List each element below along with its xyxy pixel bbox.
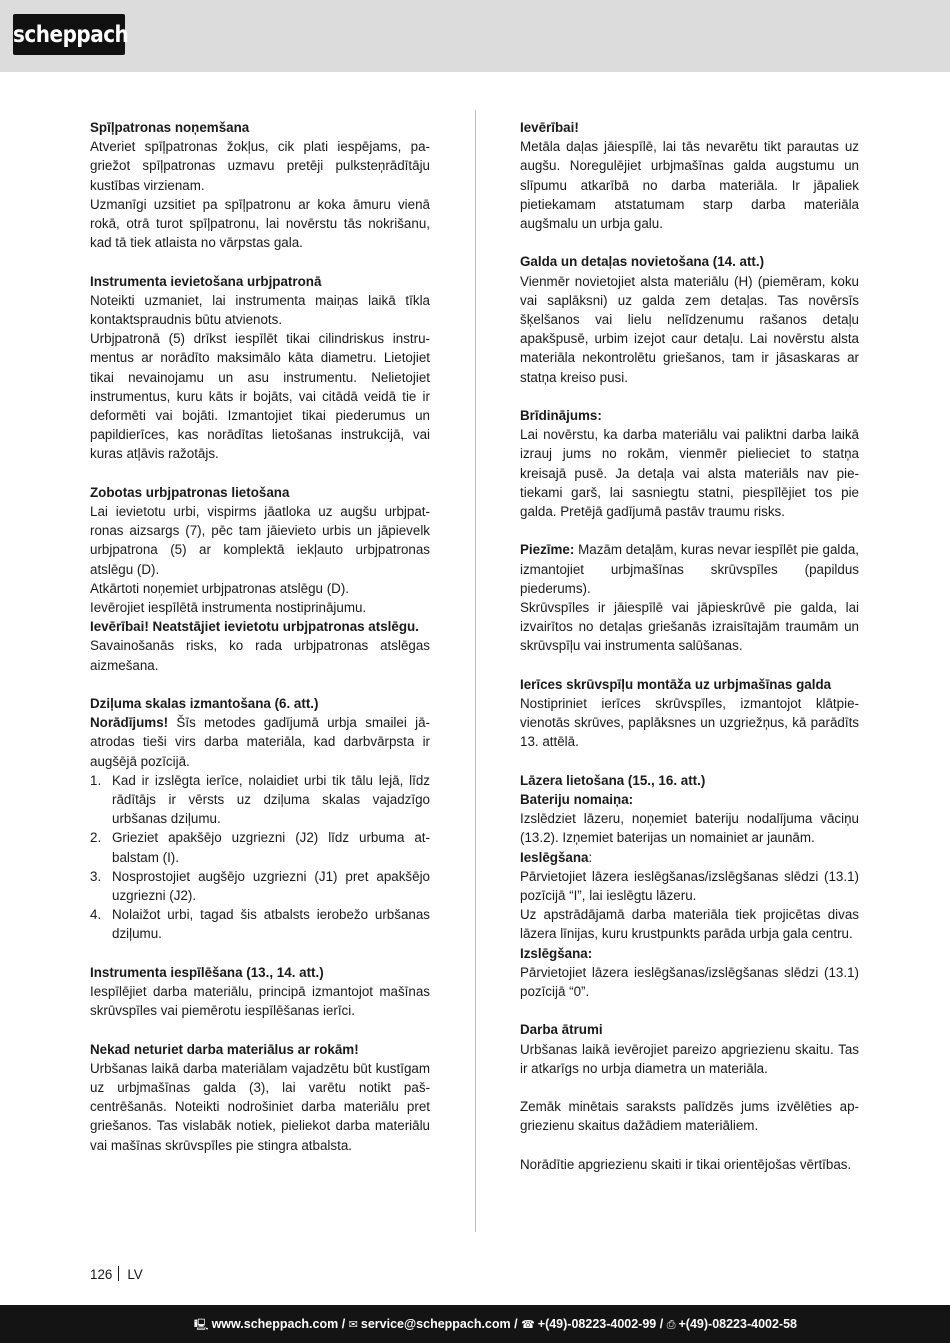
section-speeds [520, 1020, 859, 1078]
note-text: Šīs metodes gadījumā urbja smailei jāatrodas tieši virs darba materiāla, kad darbvārpsta ir augšējā pozīcijā. [90, 715, 430, 769]
mail-icon: ✉ [348, 1319, 358, 1331]
section-note [520, 540, 859, 655]
paragraph: Nostipriniet ierīces skrūvspīles, izmantojot klātpievienotās skrūves, paplāksnes un uzgriežņus, kā parādīts 13. attēlā. [520, 696, 859, 750]
section-heading: Lāzera lietošana (15., 16. att.) [520, 772, 706, 788]
page-footer [0, 1305, 950, 1343]
list-item [90, 771, 430, 829]
subheading: Bateriju nomaiņa: [520, 792, 634, 808]
paragraph: Noteikti uzmaniet, lai instrumenta maiņas laikā tīkla kontaktspraudnis būtu atvienots. [90, 292, 430, 328]
column-divider [475, 110, 476, 1232]
list-item [90, 867, 430, 905]
paragraph: Urbjpatronā (5) drīkst iespīlēt tikai cilindriskus instrumentus ar norādīto maksimālo kāta diametru. Lietojiet tikai nevainojamu un asu instrumentu. Nelietojiet instrumentus, kuru kāts ir bojāts, vai citādā veidā tie ir deformēti vai bojāti. Izmantojiet tikai piederumus un papildierīces, kas norādītas lietošanas instrukcijā, vai kuras atļāvis ražotājs. [90, 331, 430, 462]
footer-phone: +(49)-08223-4002-99 [537, 1317, 657, 1331]
footer-contact [194, 1316, 797, 1335]
footer-separator: / [338, 1317, 349, 1331]
subheading-line [520, 848, 859, 867]
section-laser [520, 771, 859, 1001]
paragraph: Pārvietojiet lāzera ieslēgšanas/izslēgšanas slēdzi (13.1) pozīcijā “I”, lai ieslēgtu lāzeru. [520, 868, 859, 904]
section-heading: Galda un detaļas novietošana (14. att.) [520, 254, 765, 270]
footer-separator: / [656, 1317, 667, 1331]
list-text: Nosprostojiet augšējo uzgriezni (J1) pret apakšējo uzgriezni (J2). [112, 868, 430, 904]
section-heading: Darba ātrumi [520, 1022, 603, 1038]
paragraph: Ievērojiet iespīlētā instrumenta nostiprinājumu. [90, 600, 367, 616]
paragraph: Lai novērstu, ka darba materiālu vai paliktni darba laikā izrauj jums no rokām, vienmēr pielieciet to statņa kreisajā pusē. Ja detaļa vai alsta materiāls nav pietiekami garš, lai sasniegtu statni, piespīlējiet tos pie galda. Pretējā gadījumā pastāv traumu risks. [520, 427, 859, 520]
section-heading: Ievērībai! [520, 120, 579, 135]
section-geared-chuck [90, 483, 430, 675]
section-warning [520, 406, 859, 521]
section-depth-scale [90, 694, 430, 944]
section-heading: Nekad neturiet darba materiālus ar rokām! [90, 1041, 359, 1057]
page-number-area [90, 1265, 143, 1284]
paragraph: Vienmēr novietojiet alsta materiālu (H) (piemēram, koku vai saplāksni) uz galda zem detaļas. Tas novērsīs šķelšanos vai lielu nelīdzenumu rašanos detaļu apakšpusē, urbim izejot caur detaļu. Lai novērstu alsta materiāla nekontrolētu griešanos, tam ir jāsaskaras ar statņa kreiso pusi. [520, 273, 859, 385]
paragraph: Urbšanas laikā ievērojiet pareizo apgriezienu skaitu. Tas ir atkarīgs no urbja diametra un materiāla. [520, 1041, 859, 1076]
paragraph: Izslēdziet lāzeru, noņemiet bateriju nodalījuma vāciņu (13.2). Izņemiet baterijas un nomainiet ar jaunām. [520, 811, 859, 846]
section-heading: Instrumenta iespīlēšana (13., 14. att.) [90, 964, 324, 980]
footer-email[interactable]: service@scheppach.com [360, 1317, 511, 1331]
section-vice-mounting [520, 675, 859, 752]
footer-website[interactable]: www.scheppach.com [211, 1317, 339, 1331]
paragraph: Pārvietojiet lāzera ieslēgšanas/izslēgšanas slēdzi (13.1) pozīcijā “0”. [520, 964, 859, 1000]
page-separator [118, 1266, 119, 1281]
section-clamping [90, 963, 430, 1021]
section-heading: Instrumenta ievietošana urbjpatronā [90, 273, 322, 289]
brand-logo-text: scheppach [13, 20, 129, 48]
section-heading: Ierīces skrūvspīļu montāža uz urbjmašīnas galda [520, 676, 832, 692]
paragraph: Norādītie apgriezienu skaiti ir tikai orientējošas vērtības. [520, 1156, 852, 1172]
list-number: 2. [90, 830, 102, 846]
paragraph: Uzmanīgi uzsitiet pa spīļpatronu ar koka āmuru vienā rokā, otrā turot spīļpatronu, lai novērstu tās nokrišanu, kad tā tiek atlaista no vārpstas gala. [90, 196, 430, 251]
note-text: Mazām detaļām, kuras nevar iespīlēt pie galda, izmantojiet urbjmašīnas skrūvspīles (papildus piederums). [520, 542, 859, 596]
section-chuck-removal [90, 118, 430, 252]
paragraph: Urbšanas laikā darba materiālam vajadzētu būt kustīgam uz urbjmašīnas galda (3), lai varētu notikt pašcentrēšanās. Noteikti nodrošiniet darba materiālu pret griešanos. Tas vislabāk notiek, pieliekot darba materiālu vai mašīnas skrūvspīles pie stingra atbalsta. [90, 1060, 430, 1153]
list-text: Kad ir izslēgta ierīce, nolaidiet urbi tik tālu lejā, līdz rādītājs ir vērsts uz dziļuma skalas vajadzīgo urbšanas dziļumu. [112, 772, 430, 827]
steps-list [90, 771, 430, 944]
footer-separator: / [510, 1317, 522, 1331]
phone-icon: ☎ [521, 1319, 535, 1331]
paragraph: Lai ievietotu urbi, vispirms jāatloka uz augšu urbjpatronas aizsargs (7), pēc tam jāievieto urbis un jāpievelk urbjpatrona (5) ar komplektā iekļauto urbjpatronas atslēgu (D). [90, 504, 430, 577]
list-number: 1. [90, 772, 102, 788]
subheading: Izslēgšana: [520, 945, 593, 961]
section-attention [520, 118, 859, 233]
section-heading: Brīdinājums: [520, 408, 602, 424]
page-header [0, 0, 950, 72]
note-label: Norādījums! [90, 715, 169, 731]
section-speeds-list-note [520, 1097, 859, 1135]
section-heading: Spīļpatronas noņemšana [90, 120, 250, 135]
section-speeds-orientation [520, 1155, 859, 1174]
left-column [90, 118, 430, 1174]
list-text: Grieziet apakšējo uzgriezni (J2) līdz urbuma atbalstam (I). [112, 830, 430, 865]
footer-fax: +(49)-08223-4002-58 [678, 1317, 797, 1331]
page-language: LV [127, 1267, 143, 1282]
right-column [520, 118, 859, 1193]
note-label: Piezīme: [520, 542, 575, 558]
subheading-colon: : [588, 849, 593, 865]
note-paragraph [520, 540, 859, 598]
list-number: 4. [90, 907, 102, 923]
section-never-hold [90, 1040, 430, 1155]
page-number: 126 [90, 1267, 113, 1282]
monitor-icon: 🖳 [193, 1319, 209, 1331]
paragraph: Savainošanās risks, ko rada urbjpatronas atslēgas aizmešana. [90, 638, 430, 673]
paragraph: Uz apstrādājamā darba materiāla tiek projicētas divas lāzera līnijas, kuru krustpunkts parāda urbja gala centru. [520, 907, 859, 942]
section-heading: Zobotas urbjpatronas lietošana [90, 484, 290, 500]
brand-logo [13, 14, 129, 55]
section-heading: Dziļuma skalas izmantošana (6. att.) [90, 696, 319, 712]
section-tool-insertion [90, 272, 430, 464]
subheading: Ieslēgšana [520, 849, 589, 865]
paragraph: Atkārtoti noņemiet urbjpatronas atslēgu (D). [90, 580, 350, 596]
list-item [90, 828, 430, 866]
paragraph: Iespīlējiet darba materiālu, principā izmantojot mašīnas skrūvspīles vai piemērotu iespīlēšanas ierīci. [90, 984, 430, 1019]
paragraph: Metāla daļas jāiespīlē, lai tās nevarētu tikt parautas uz augšu. Noregulējiet urbjmašīnas galda augstumu un slīpumu atkarībā no darba materiāla. Ir jāpaliek pietiekamam atstatumam starp darba materiāla augšmalu un urbja galu. [520, 139, 859, 232]
paragraph: Skrūvspīles ir jāiespīlē vai jāpieskrūvē pie galda, lai izvairītos no detaļas griešanās izraisītajām traumām un skrūvspīļu vai instrumenta salūšanas. [520, 600, 859, 654]
paragraph: Atveriet spīļpatronas žokļus, cik plati iespējams, pagriežot spīļpatronas uzmavu pretēji pulksteņrādītāju kustības virzienam. [90, 139, 430, 193]
list-number: 3. [90, 868, 102, 884]
warning-text: Ievērībai! Neatstājiet ievietotu urbjpatronas atslēgu. [90, 619, 419, 635]
fax-icon: ⎙ [666, 1319, 676, 1331]
section-table-positioning [520, 252, 859, 386]
paragraph: Zemāk minētais saraksts palīdzēs jums izvēlēties apgriezienu skaitus dažādiem materiāliem. [520, 1099, 859, 1134]
list-item [90, 905, 430, 943]
list-text: Nolaižot urbi, tagad šis atbalsts ierobežo urbšanas dziļumu. [112, 907, 430, 942]
note-paragraph [90, 713, 430, 771]
